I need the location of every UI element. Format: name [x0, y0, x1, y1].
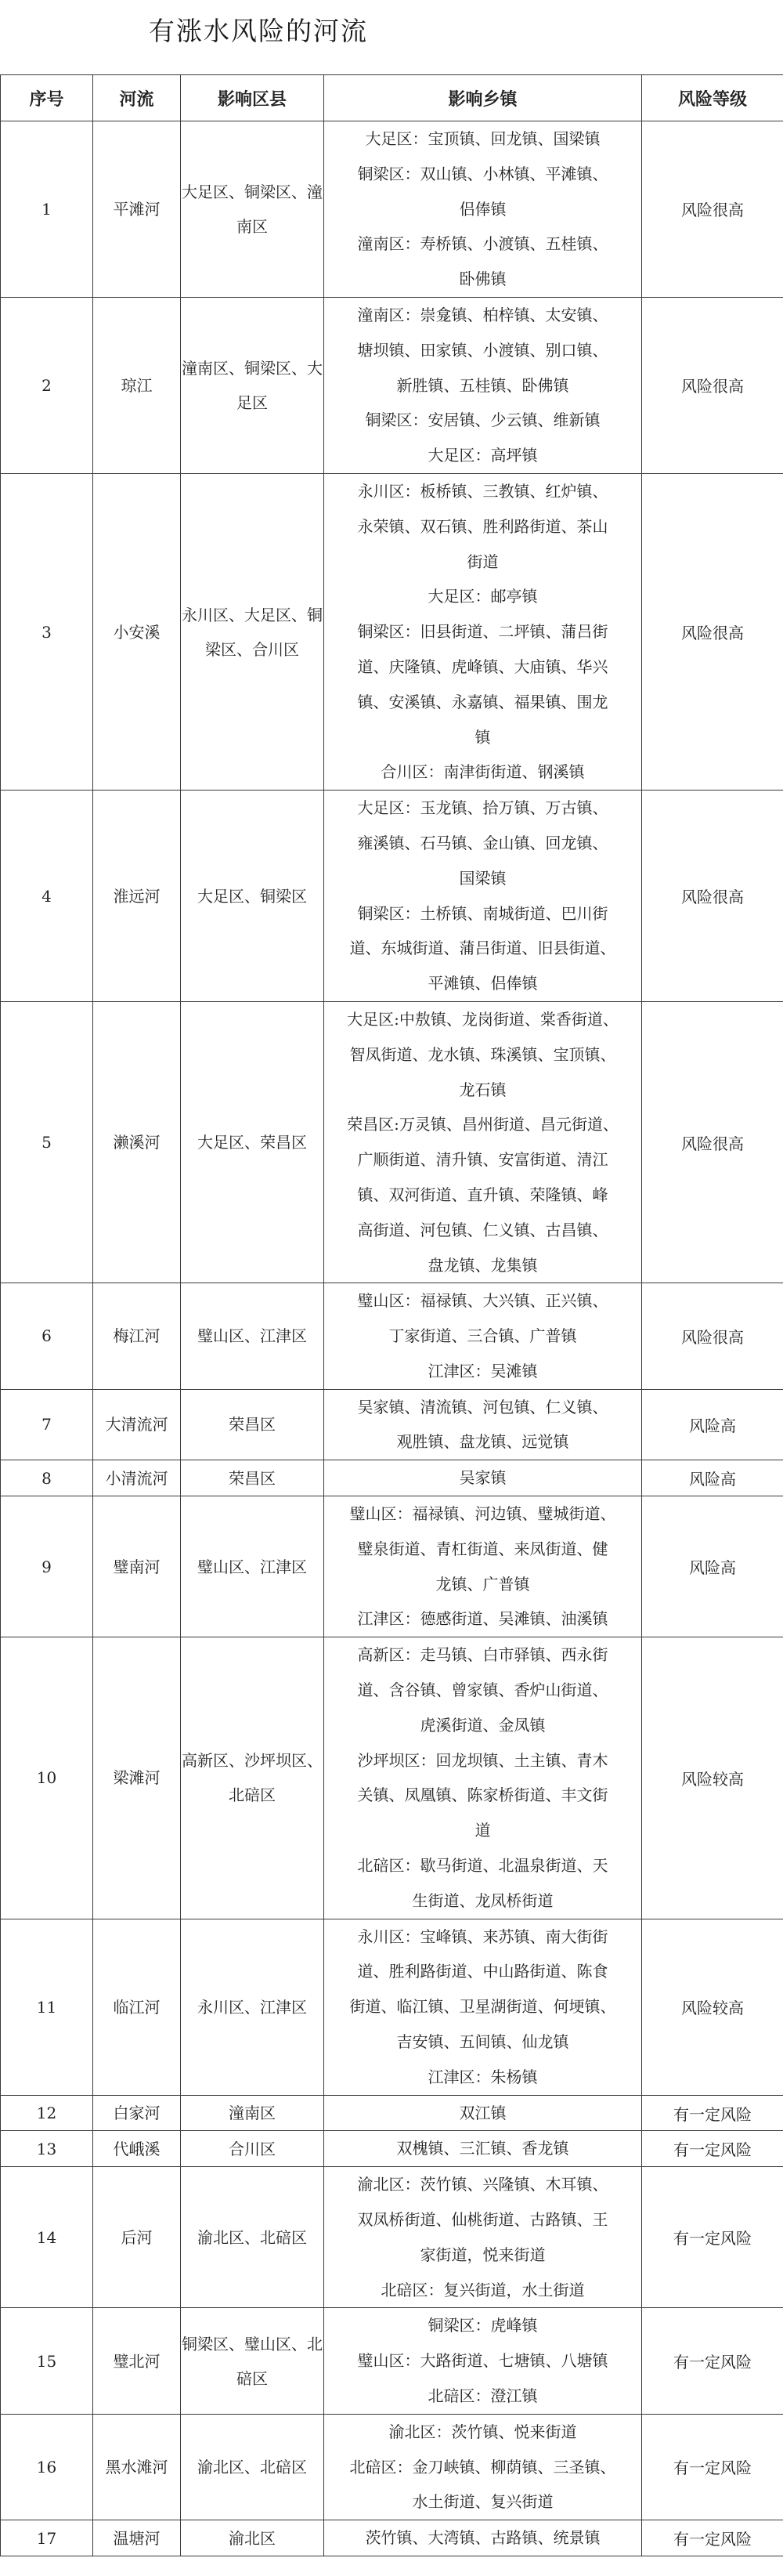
affected-towns — [324, 1283, 642, 1389]
river-name: 璧北河 — [93, 2308, 181, 2414]
town-line: 吴家镇 — [459, 1468, 507, 1488]
town-line: 北碚区：金刀峡镇、柳荫镇、三圣镇、 — [349, 2457, 616, 2477]
river-name: 温塘河 — [93, 2520, 181, 2556]
affected-towns — [324, 2095, 642, 2131]
risk-level: 有一定风险 — [642, 2308, 783, 2414]
affected-region: 渝北区 — [181, 2520, 324, 2556]
affected-towns — [324, 2520, 642, 2556]
affected-towns — [324, 1637, 642, 1919]
risk-level: 有一定风险 — [642, 2131, 783, 2167]
town-line: 双江镇 — [459, 2103, 507, 2122]
town-line: 虎溪街道、金凤镇 — [420, 1715, 546, 1735]
town-line: 大足区：玉龙镇、拾万镇、万古镇、 — [357, 798, 608, 818]
table-row — [1, 2308, 783, 2414]
town-line: 镇 — [474, 727, 491, 747]
river-name: 白家河 — [93, 2095, 181, 2131]
town-line: 丁家街道、三合镇、广普镇 — [388, 1326, 577, 1346]
affected-region: 荣昌区 — [181, 1460, 324, 1496]
river-name: 淮远河 — [93, 791, 181, 1002]
header-towns: 影响乡镇 — [324, 75, 642, 121]
risk-level: 风险很高 — [642, 121, 783, 298]
town-line: 永川区：板桥镇、三教镇、红炉镇、 — [357, 481, 608, 501]
affected-region: 永川区、江津区 — [181, 1919, 324, 2095]
row-number: 10 — [1, 1637, 93, 1919]
affected-region: 璧山区、江津区 — [181, 1496, 324, 1637]
town-line: 江津区：吴滩镇 — [428, 1361, 538, 1380]
table-row — [1, 2131, 783, 2167]
row-number: 12 — [1, 2095, 93, 2131]
river-name: 后河 — [93, 2167, 181, 2308]
river-name: 梁滩河 — [93, 1637, 181, 1919]
table-row — [1, 121, 783, 298]
affected-region: 璧山区、江津区 — [181, 1283, 324, 1389]
town-line: 街道、临江镇、卫星湖街道、何埂镇、 — [349, 1997, 616, 2017]
row-number: 5 — [1, 1001, 93, 1283]
town-line: 道 — [474, 1821, 491, 1840]
town-line: 璧山区：福禄镇、大兴镇、正兴镇、 — [357, 1291, 608, 1311]
river-name: 琼江 — [93, 297, 181, 473]
header-region: 影响区县 — [181, 75, 324, 121]
town-line: 高新区：走马镇、白市驿镇、西永街 — [357, 1645, 608, 1665]
row-number: 4 — [1, 791, 93, 1002]
affected-towns — [324, 1496, 642, 1637]
row-number: 11 — [1, 1919, 93, 2095]
town-line: 铜梁区：安居镇、少云镇、维新镇 — [365, 411, 601, 430]
row-number: 8 — [1, 1460, 93, 1496]
affected-region: 高新区、沙坪坝区、北碚区 — [181, 1637, 324, 1919]
town-line: 吉安镇、五间镇、仙龙镇 — [396, 2032, 569, 2052]
affected-region: 荣昌区 — [181, 1389, 324, 1460]
town-line: 大足区：宝顶镇、回龙镇、国梁镇 — [365, 129, 601, 148]
row-number: 1 — [1, 121, 93, 298]
document-title: 有涨水风险的河流 — [149, 16, 368, 46]
town-line: 沙坪坝区：回龙坝镇、土主镇、青木 — [357, 1750, 608, 1770]
affected-region: 铜梁区、璧山区、北碚区 — [181, 2308, 324, 2414]
town-line: 新胜镇、五桂镇、卧佛镇 — [396, 375, 569, 395]
town-line: 生街道、龙凤桥街道 — [412, 1890, 554, 1910]
risk-level: 有一定风险 — [642, 2414, 783, 2520]
affected-region: 大足区、铜梁区、潼南区 — [181, 121, 324, 298]
town-line: 观胜镇、盘龙镇、远觉镇 — [396, 1432, 569, 1452]
river-name: 大清流河 — [93, 1389, 181, 1460]
affected-towns — [324, 791, 642, 1002]
town-line: 道、庆隆镇、虎峰镇、大庙镇、华兴 — [357, 657, 608, 676]
risk-level: 风险高 — [642, 1496, 783, 1637]
table-header-row — [1, 75, 783, 121]
row-number: 7 — [1, 1389, 93, 1460]
town-line: 双凤桥街道、仙桃街道、古路镇、王 — [357, 2210, 608, 2230]
town-line: 渝北区：茨竹镇、兴隆镇、木耳镇、 — [357, 2175, 608, 2194]
town-line: 侣俸镇 — [459, 199, 507, 219]
town-line: 吴家镇、清流镇、河包镇、仁义镇、 — [357, 1397, 608, 1416]
table-row — [1, 1001, 783, 1283]
town-line: 高街道、河包镇、仁义镇、古昌镇、 — [357, 1220, 608, 1239]
town-line: 北碚区：歇马街道、北温泉街道、天 — [357, 1856, 608, 1876]
river-name: 黑水滩河 — [93, 2414, 181, 2520]
town-line: 荣昌区:万灵镇、昌州街道、昌元街道、 — [347, 1115, 619, 1134]
town-line: 合川区：南津街街道、钢溪镇 — [381, 762, 585, 782]
header-river: 河流 — [93, 75, 181, 121]
town-line: 璧山区：大路街道、七塘镇、八塘镇 — [357, 2351, 608, 2371]
river-name: 濑溪河 — [93, 1001, 181, 1283]
river-name: 小安溪 — [93, 473, 181, 790]
town-line: 潼南区：寿桥镇、小渡镇、五桂镇、 — [357, 234, 608, 254]
table-row — [1, 1283, 783, 1389]
town-line: 江津区：德感街道、吴滩镇、油溪镇 — [357, 1609, 608, 1629]
row-number: 3 — [1, 473, 93, 790]
affected-towns — [324, 1001, 642, 1283]
town-line: 平滩镇、侣俸镇 — [428, 974, 538, 993]
town-line: 道、含谷镇、曾家镇、香炉山街道、 — [357, 1681, 608, 1700]
town-line: 国梁镇 — [459, 868, 507, 888]
town-line: 双槐镇、三汇镇、香龙镇 — [396, 2139, 569, 2158]
town-line: 茨竹镇、大湾镇、古路镇、统景镇 — [365, 2528, 601, 2548]
town-line: 盘龙镇、龙集镇 — [428, 1255, 538, 1275]
river-name: 代峨溪 — [93, 2131, 181, 2167]
risk-level: 风险很高 — [642, 1283, 783, 1389]
risk-level: 风险较高 — [642, 1637, 783, 1919]
town-line: 智凤街道、龙水镇、珠溪镇、宝顶镇、 — [349, 1044, 616, 1064]
affected-towns — [324, 121, 642, 298]
table-row — [1, 2414, 783, 2520]
town-line: 大足区：邮亭镇 — [428, 587, 538, 606]
row-number: 16 — [1, 2414, 93, 2520]
row-number: 9 — [1, 1496, 93, 1637]
table-row — [1, 297, 783, 473]
table-row — [1, 1919, 783, 2095]
table-row — [1, 1637, 783, 1919]
table-row — [1, 1389, 783, 1460]
table-row — [1, 2167, 783, 2308]
town-line: 镇、安溪镇、永嘉镇、福果镇、围龙 — [357, 692, 608, 711]
river-name: 梅江河 — [93, 1283, 181, 1389]
affected-towns — [324, 2167, 642, 2308]
risk-level: 有一定风险 — [642, 2520, 783, 2556]
risk-level: 风险很高 — [642, 297, 783, 473]
row-number: 17 — [1, 2520, 93, 2556]
affected-region: 渝北区、北碚区 — [181, 2167, 324, 2308]
affected-region: 潼南区 — [181, 2095, 324, 2131]
town-line: 家街道，悦来街道 — [420, 2245, 546, 2264]
affected-towns — [324, 1460, 642, 1496]
town-line: 道、东城街道、蒲吕街道、旧县街道、 — [349, 939, 616, 958]
affected-towns — [324, 2414, 642, 2520]
river-risk-table — [0, 74, 783, 2556]
header-no: 序号 — [1, 75, 93, 121]
town-line: 北碚区：复兴街道，水土街道 — [381, 2280, 585, 2299]
risk-level: 风险很高 — [642, 1001, 783, 1283]
table-row — [1, 2520, 783, 2556]
town-line: 大足区:中敖镇、龙岗街道、棠香街道、 — [347, 1009, 619, 1029]
table-row — [1, 791, 783, 1002]
affected-region: 潼南区、铜梁区、大足区 — [181, 297, 324, 473]
town-line: 塘坝镇、田家镇、小渡镇、别口镇、 — [357, 340, 608, 360]
table-body — [1, 121, 783, 2556]
row-number: 15 — [1, 2308, 93, 2414]
town-line: 雍溪镇、石马镇、金山镇、回龙镇、 — [357, 833, 608, 852]
affected-towns — [324, 1389, 642, 1460]
affected-towns — [324, 2131, 642, 2167]
header-risk: 风险等级 — [642, 75, 783, 121]
risk-level: 风险很高 — [642, 791, 783, 1002]
town-line: 潼南区：崇龛镇、柏梓镇、太安镇、 — [357, 305, 608, 324]
row-number: 6 — [1, 1283, 93, 1389]
town-line: 江津区：朱杨镇 — [428, 2067, 538, 2086]
town-line: 关镇、凤凰镇、陈家桥街道、丰文街 — [357, 1785, 608, 1805]
town-line: 大足区：高坪镇 — [428, 446, 538, 465]
affected-region: 大足区、荣昌区 — [181, 1001, 324, 1283]
town-line: 镇、双河街道、直升镇、荣隆镇、峰 — [357, 1185, 608, 1204]
table-row — [1, 1460, 783, 1496]
town-line: 永川区：宝峰镇、来苏镇、南大街街 — [357, 1927, 608, 1946]
affected-region: 大足区、铜梁区 — [181, 791, 324, 1002]
risk-level: 风险很高 — [642, 473, 783, 790]
affected-towns — [324, 2308, 642, 2414]
row-number: 2 — [1, 297, 93, 473]
town-line: 璧泉街道、青杠街道、来凤街道、健 — [357, 1539, 608, 1558]
affected-towns — [324, 1919, 642, 2095]
town-line: 广顺街道、清升镇、安富街道、清江 — [357, 1150, 608, 1170]
affected-towns — [324, 297, 642, 473]
affected-region: 渝北区、北碚区 — [181, 2414, 324, 2520]
river-name: 临江河 — [93, 1919, 181, 2095]
town-line: 铜梁区：土桥镇、南城街道、巴川街 — [357, 903, 608, 923]
town-line: 龙石镇 — [459, 1080, 507, 1099]
affected-region: 永川区、大足区、铜梁区、合川区 — [181, 473, 324, 790]
risk-level: 有一定风险 — [642, 2095, 783, 2131]
town-line: 铜梁区：双山镇、小林镇、平滩镇、 — [357, 164, 608, 183]
river-name: 小清流河 — [93, 1460, 181, 1496]
table-row — [1, 2095, 783, 2131]
risk-level: 有一定风险 — [642, 2167, 783, 2308]
town-line: 铜梁区：虎峰镇 — [428, 2316, 538, 2335]
river-name: 平滩河 — [93, 121, 181, 298]
town-line: 璧山区：福禄镇、河边镇、璧城街道、 — [349, 1504, 616, 1524]
row-number: 14 — [1, 2167, 93, 2308]
risk-level: 风险较高 — [642, 1919, 783, 2095]
risk-level: 风险高 — [642, 1460, 783, 1496]
town-line: 北碚区：澄江镇 — [428, 2386, 538, 2405]
risk-level: 风险高 — [642, 1389, 783, 1460]
town-line: 街道 — [467, 552, 499, 571]
table-row — [1, 1496, 783, 1637]
town-line: 渝北区：茨竹镇、悦来街道 — [388, 2422, 577, 2441]
row-number: 13 — [1, 2131, 93, 2167]
town-line: 龙镇、广普镇 — [435, 1574, 530, 1594]
town-line: 水土街道、复兴街道 — [412, 2492, 554, 2512]
town-line: 铜梁区：旧县街道、二坪镇、蒲吕街 — [357, 622, 608, 642]
river-name: 璧南河 — [93, 1496, 181, 1637]
affected-region: 合川区 — [181, 2131, 324, 2167]
town-line: 道、胜利路街道、中山路街道、陈食 — [357, 1962, 608, 1981]
town-line: 卧佛镇 — [459, 270, 507, 289]
affected-towns — [324, 473, 642, 790]
town-line: 永荣镇、双石镇、胜利路街道、茶山 — [357, 516, 608, 536]
table-row — [1, 473, 783, 790]
